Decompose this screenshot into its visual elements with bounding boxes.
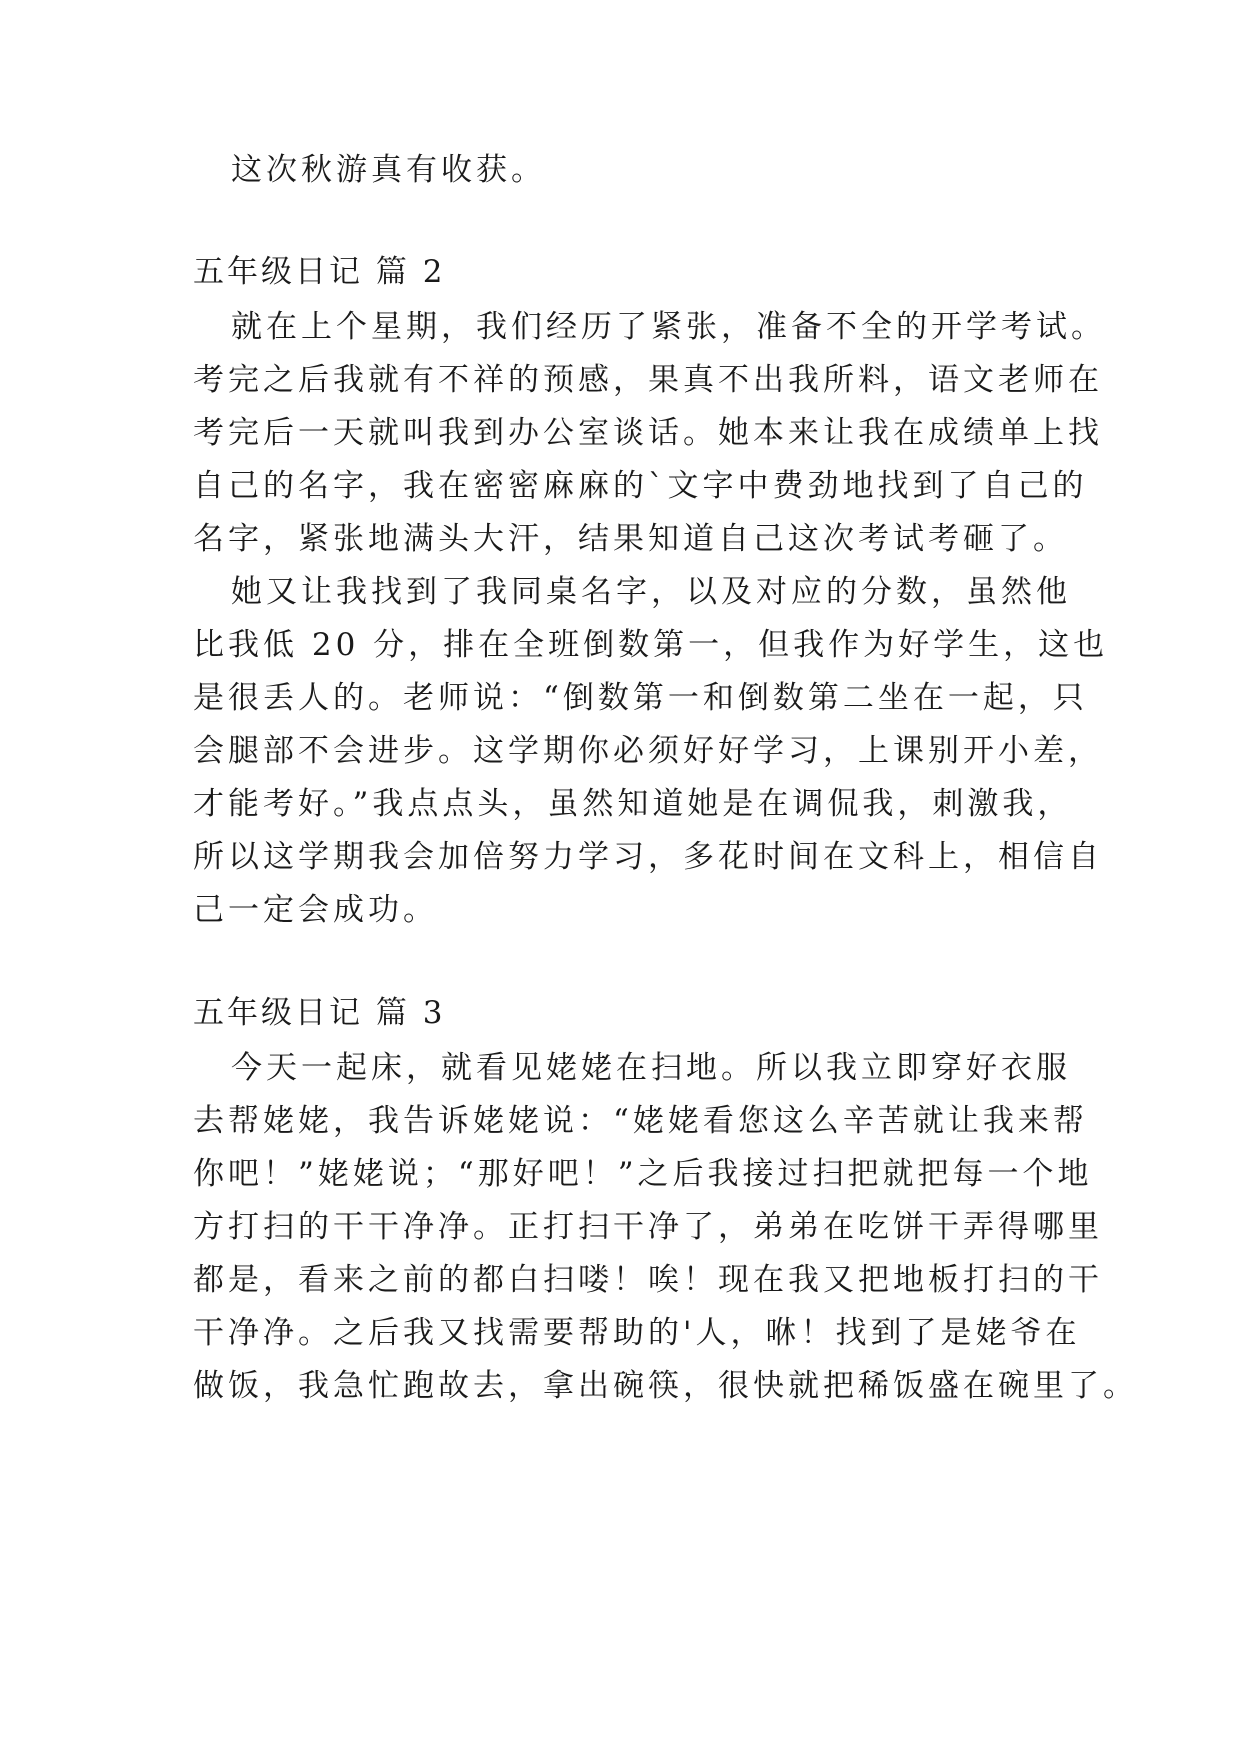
paragraph-line: 都是，看来之前的都白扫喽！唉！现在我又把地板打扫的干 — [193, 1262, 1103, 1298]
paragraph-line: 她又让我找到了我同桌名字，以及对应的分数，虽然他 — [231, 574, 1071, 610]
paragraph-line: 去帮姥姥，我告诉姥姥说：“姥姥看您这么辛苦就让我来帮 — [193, 1103, 1088, 1139]
intro-line: 这次秋游真有收获。 — [231, 152, 546, 188]
paragraph-line: 自己的名字，我在密密麻麻的`文字中费劲地找到了自己的 — [193, 468, 1088, 504]
paragraph-line: 所以这学期我会加倍努力学习，多花时间在文科上，相信自 — [193, 839, 1103, 875]
paragraph-line: 就在上个星期，我们经历了紧张，准备不全的开学考试。 — [231, 309, 1106, 345]
paragraph-line: 做饭，我急忙跑故去，拿出碗筷，很快就把稀饭盛在碗里了。 — [193, 1368, 1138, 1404]
paragraph-line: 己一定会成功。 — [193, 892, 438, 928]
paragraph-line: 名字，紧张地满头大汗，结果知道自己这次考试考砸了。 — [193, 521, 1068, 557]
paragraph-line: 才能考好。”我点点头，虽然知道她是在调侃我，刺激我， — [193, 786, 1073, 822]
paragraph-line: 你吧！”姥姥说；“那好吧！”之后我接过扫把就把每一个地 — [193, 1156, 1093, 1192]
paragraph-line: 考完后一天就叫我到办公室谈话。她本来让我在成绩单上找 — [193, 415, 1103, 451]
paragraph-line: 干净净。之后我又找需要帮助的'人，咻！找到了是姥爷在 — [193, 1315, 1081, 1351]
paragraph-line: 方打扫的干干净净。正打扫干净了，弟弟在吃饼干弄得哪里 — [193, 1209, 1103, 1245]
paragraph-line: 今天一起床，就看见姥姥在扫地。所以我立即穿好衣服 — [231, 1050, 1071, 1086]
section-heading-2: 五年级日记 篇 2 — [193, 254, 446, 290]
paragraph-line: 比我低 20 分，排在全班倒数第一，但我作为好学生，这也 — [193, 627, 1109, 663]
paragraph-line: 会腿部不会进步。这学期你必须好好学习，上课别开小差， — [193, 733, 1103, 769]
paragraph-line: 是很丢人的。老师说：“倒数第一和倒数第二坐在一起，只 — [193, 680, 1088, 716]
paragraph-line: 考完之后我就有不祥的预感，果真不出我所料，语文老师在 — [193, 362, 1103, 398]
section-heading-3: 五年级日记 篇 3 — [193, 995, 446, 1031]
